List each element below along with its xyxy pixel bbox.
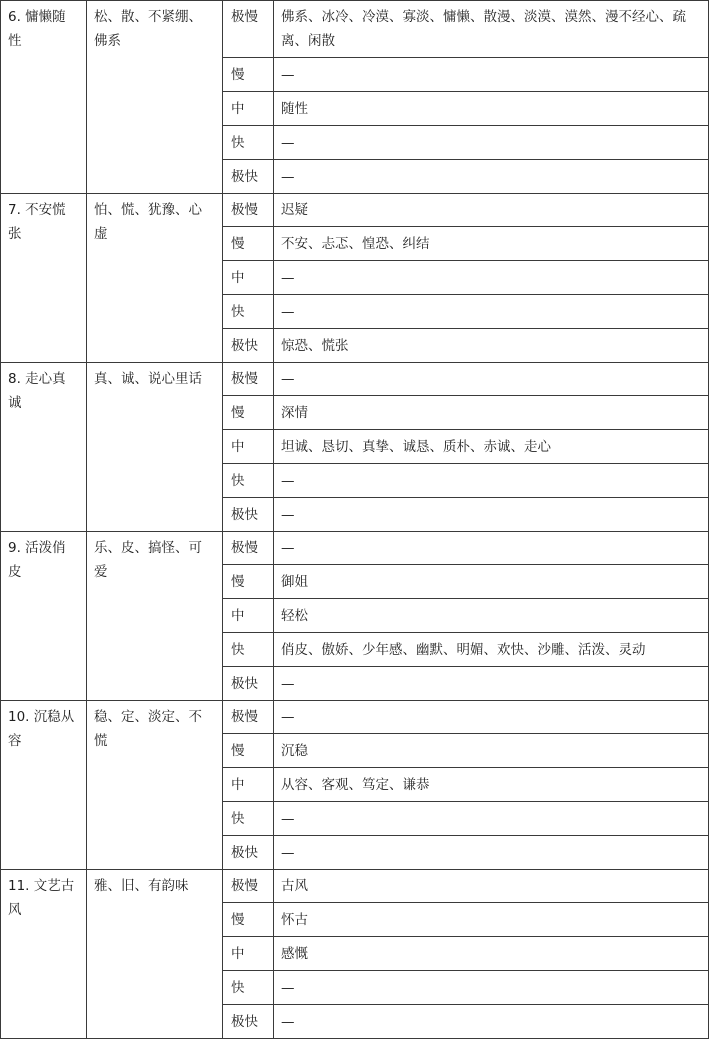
- table-row: [1, 870, 709, 903]
- speed-level-cell: 极快: [223, 667, 274, 701]
- speed-level-cell: 极慢: [223, 701, 274, 734]
- style-words-cell: —: [274, 261, 709, 295]
- style-name-cell: 11. 文艺古风: [1, 870, 87, 1039]
- speed-level-cell: 极慢: [223, 1, 274, 58]
- style-words-cell: 感慨: [274, 937, 709, 971]
- speed-level-cell: 极慢: [223, 363, 274, 396]
- style-words-cell: —: [274, 498, 709, 532]
- style-words-cell: —: [274, 295, 709, 329]
- speed-level-cell: 极慢: [223, 194, 274, 227]
- style-words-cell: —: [274, 464, 709, 498]
- speed-level-cell: 中: [223, 768, 274, 802]
- speed-level-cell: 快: [223, 126, 274, 160]
- table-row: [1, 532, 709, 565]
- style-keywords-cell: 怕、慌、犹豫、心虚: [87, 194, 223, 363]
- style-name-cell: 6. 慵懒随性: [1, 1, 87, 194]
- speed-level-cell: 中: [223, 92, 274, 126]
- style-words-cell: —: [274, 532, 709, 565]
- speed-level-cell: 慢: [223, 565, 274, 599]
- style-words-cell: 佛系、冰冷、冷漠、寡淡、慵懒、散漫、淡漠、漠然、漫不经心、疏离、闲散: [274, 1, 709, 58]
- speed-level-cell: 极快: [223, 498, 274, 532]
- speed-level-cell: 慢: [223, 734, 274, 768]
- style-keywords-cell: 稳、定、淡定、不慌: [87, 701, 223, 870]
- table-body: [1, 1, 709, 1039]
- style-keywords-cell: 乐、皮、搞怪、可爱: [87, 532, 223, 701]
- style-keywords-cell: 真、诚、说心里话: [87, 363, 223, 532]
- speed-level-cell: 极快: [223, 1005, 274, 1039]
- speed-level-cell: 慢: [223, 396, 274, 430]
- style-words-cell: 沉稳: [274, 734, 709, 768]
- style-words-cell: —: [274, 363, 709, 396]
- speed-level-cell: 中: [223, 430, 274, 464]
- style-words-cell: —: [274, 802, 709, 836]
- style-words-cell: —: [274, 1005, 709, 1039]
- speed-level-cell: 极快: [223, 160, 274, 194]
- style-words-cell: —: [274, 701, 709, 734]
- style-words-cell: 惊恐、慌张: [274, 329, 709, 363]
- style-words-cell: —: [274, 836, 709, 870]
- style-words-cell: 不安、忐忑、惶恐、纠结: [274, 227, 709, 261]
- style-words-cell: —: [274, 126, 709, 160]
- style-name-cell: 10. 沉稳从容: [1, 701, 87, 870]
- speed-level-cell: 中: [223, 261, 274, 295]
- style-keywords-cell: 松、散、不紧绷、佛系: [87, 1, 223, 194]
- speed-level-cell: 极快: [223, 329, 274, 363]
- speed-level-cell: 极快: [223, 836, 274, 870]
- speed-level-cell: 快: [223, 295, 274, 329]
- style-keywords-cell: 雅、旧、有韵味: [87, 870, 223, 1039]
- style-words-cell: 从容、客观、笃定、谦恭: [274, 768, 709, 802]
- style-name-cell: 8. 走心真诚: [1, 363, 87, 532]
- style-words-cell: —: [274, 58, 709, 92]
- speed-level-cell: 快: [223, 971, 274, 1005]
- style-words-cell: 迟疑: [274, 194, 709, 227]
- style-words-cell: —: [274, 160, 709, 194]
- style-name-cell: 9. 活泼俏皮: [1, 532, 87, 701]
- speed-level-cell: 快: [223, 464, 274, 498]
- style-words-cell: 随性: [274, 92, 709, 126]
- table-row: [1, 1, 709, 58]
- table-row: [1, 194, 709, 227]
- style-name-cell: 7. 不安慌张: [1, 194, 87, 363]
- speed-level-cell: 慢: [223, 227, 274, 261]
- style-words-cell: 御姐: [274, 565, 709, 599]
- speed-level-cell: 极慢: [223, 870, 274, 903]
- style-words-cell: 轻松: [274, 599, 709, 633]
- table-row: [1, 363, 709, 396]
- speed-level-cell: 快: [223, 633, 274, 667]
- style-words-cell: —: [274, 971, 709, 1005]
- table-row: [1, 701, 709, 734]
- style-words-cell: 怀古: [274, 903, 709, 937]
- style-words-cell: 俏皮、傲娇、少年感、幽默、明媚、欢快、沙雕、活泼、灵动: [274, 633, 709, 667]
- speed-level-cell: 极慢: [223, 532, 274, 565]
- style-words-cell: —: [274, 667, 709, 701]
- speed-level-cell: 慢: [223, 58, 274, 92]
- style-words-cell: 坦诚、恳切、真挚、诚恳、质朴、赤诚、走心: [274, 430, 709, 464]
- speed-level-cell: 中: [223, 937, 274, 971]
- style-words-cell: 深情: [274, 396, 709, 430]
- speed-level-cell: 慢: [223, 903, 274, 937]
- speed-level-cell: 中: [223, 599, 274, 633]
- style-words-cell: 古风: [274, 870, 709, 903]
- speed-level-cell: 快: [223, 802, 274, 836]
